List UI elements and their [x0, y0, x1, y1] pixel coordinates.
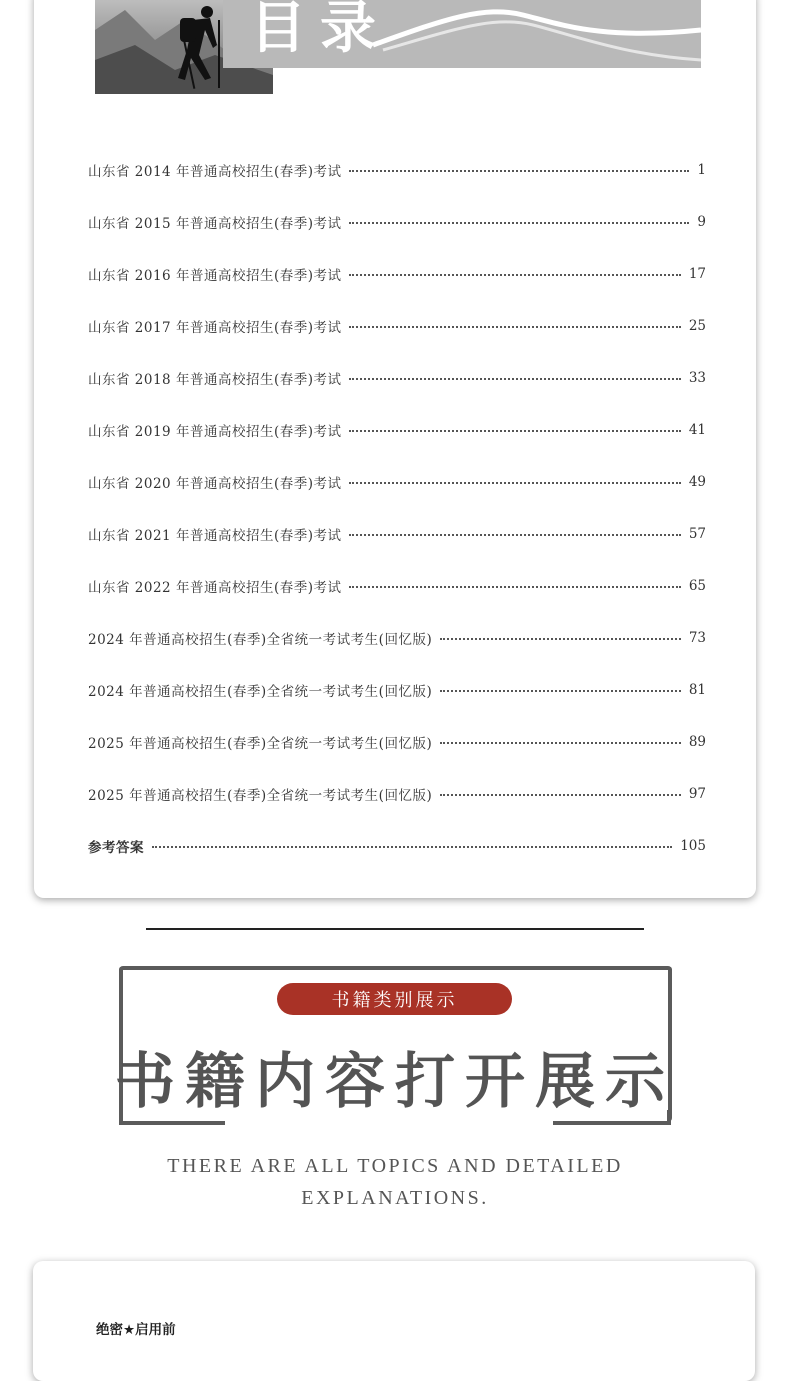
toc-entry-page: 33: [688, 370, 706, 386]
toc-entry-title: 山东省 2016 年普通高校招生(春季)考试: [88, 268, 342, 284]
toc-leader-dots: [349, 430, 680, 432]
toc-leader-dots: [349, 170, 689, 172]
toc-entry-title: 2025 年普通高校招生(春季)全省统一考试考生(回忆版): [88, 736, 433, 752]
toc-entry-title: 山东省 2018 年普通高校招生(春季)考试: [88, 372, 342, 388]
toc-leader-dots: [440, 794, 681, 796]
toc-leader-dots: [152, 846, 672, 848]
toc-entry-title: 参考答案: [88, 840, 144, 856]
toc-entry-title: 2024 年普通高校招生(春季)全省统一考试考生(回忆版): [88, 684, 433, 700]
toc-entry[interactable]: [88, 784, 706, 804]
toc-leader-dots: [440, 690, 681, 692]
toc-entry-page: 57: [688, 526, 706, 542]
toc-leader-dots: [349, 482, 680, 484]
toc-entry-page: 1: [697, 162, 706, 178]
section-subtitle: [0, 1150, 790, 1214]
toc-entry[interactable]: [88, 368, 706, 388]
frame-edge: [119, 1121, 225, 1125]
toc-entry-page: 49: [688, 474, 706, 490]
toc-entry-page: 25: [688, 318, 706, 334]
toc-leader-dots: [349, 378, 680, 380]
toc-entry-title: 山东省 2015 年普通高校招生(春季)考试: [88, 216, 342, 232]
section-divider: [146, 928, 644, 930]
category-pill: 书籍类别展示: [277, 983, 512, 1015]
toc-entry-page: 9: [697, 214, 706, 230]
toc-entry-title: 山东省 2019 年普通高校招生(春季)考试: [88, 424, 342, 440]
toc-entry-title: 山东省 2014 年普通高校招生(春季)考试: [88, 164, 342, 180]
toc-entry[interactable]: [88, 524, 706, 544]
toc-entry[interactable]: [88, 264, 706, 284]
toc-entry[interactable]: [88, 316, 706, 336]
frame-edge: [553, 1121, 671, 1125]
toc-leader-dots: [349, 274, 680, 276]
toc-entry-page: 17: [688, 266, 706, 282]
toc-entry[interactable]: [88, 680, 706, 700]
toc-entry-title: 山东省 2017 年普通高校招生(春季)考试: [88, 320, 342, 336]
toc-entry-page: 73: [688, 630, 706, 646]
toc-leader-dots: [349, 222, 689, 224]
toc-leader-dots: [349, 534, 680, 536]
toc-entry-title: 山东省 2021 年普通高校招生(春季)考试: [88, 528, 342, 544]
toc-entry[interactable]: [88, 836, 706, 856]
toc-entry-title: 2025 年普通高校招生(春季)全省统一考试考生(回忆版): [88, 788, 433, 804]
toc-entry[interactable]: [88, 732, 706, 752]
toc-entry[interactable]: [88, 576, 706, 596]
toc-entry-title: 山东省 2020 年普通高校招生(春季)考试: [88, 476, 342, 492]
toc-entry-page: 81: [688, 682, 706, 698]
subtitle-line: THERE ARE ALL TOPICS AND DETAILED: [167, 1155, 623, 1177]
toc-card: [34, 0, 756, 898]
secret-label: 绝密★启用前: [96, 1322, 176, 1338]
toc-entry-page: 97: [688, 786, 706, 802]
toc-entry-page: 105: [680, 838, 706, 854]
toc-entry-title: 2024 年普通高校招生(春季)全省统一考试考生(回忆版): [88, 632, 433, 648]
toc-entry[interactable]: [88, 420, 706, 440]
toc-entry-title: 山东省 2022 年普通高校招生(春季)考试: [88, 580, 342, 596]
toc-leader-dots: [440, 638, 681, 640]
toc-leader-dots: [440, 742, 681, 744]
toc-entry[interactable]: [88, 160, 706, 180]
toc-entry[interactable]: [88, 472, 706, 492]
toc-entry-page: 89: [688, 734, 706, 750]
toc-entry-page: 65: [688, 578, 706, 594]
toc-title: 目录: [250, 0, 390, 61]
toc-entry[interactable]: [88, 628, 706, 648]
toc-entry-page: 41: [688, 422, 706, 438]
toc-entry[interactable]: [88, 212, 706, 232]
toc-leader-dots: [349, 326, 680, 328]
subtitle-line: EXPLANATIONS.: [301, 1187, 489, 1209]
section-title: 书籍内容打开展示: [115, 1047, 675, 1117]
toc-leader-dots: [349, 586, 680, 588]
